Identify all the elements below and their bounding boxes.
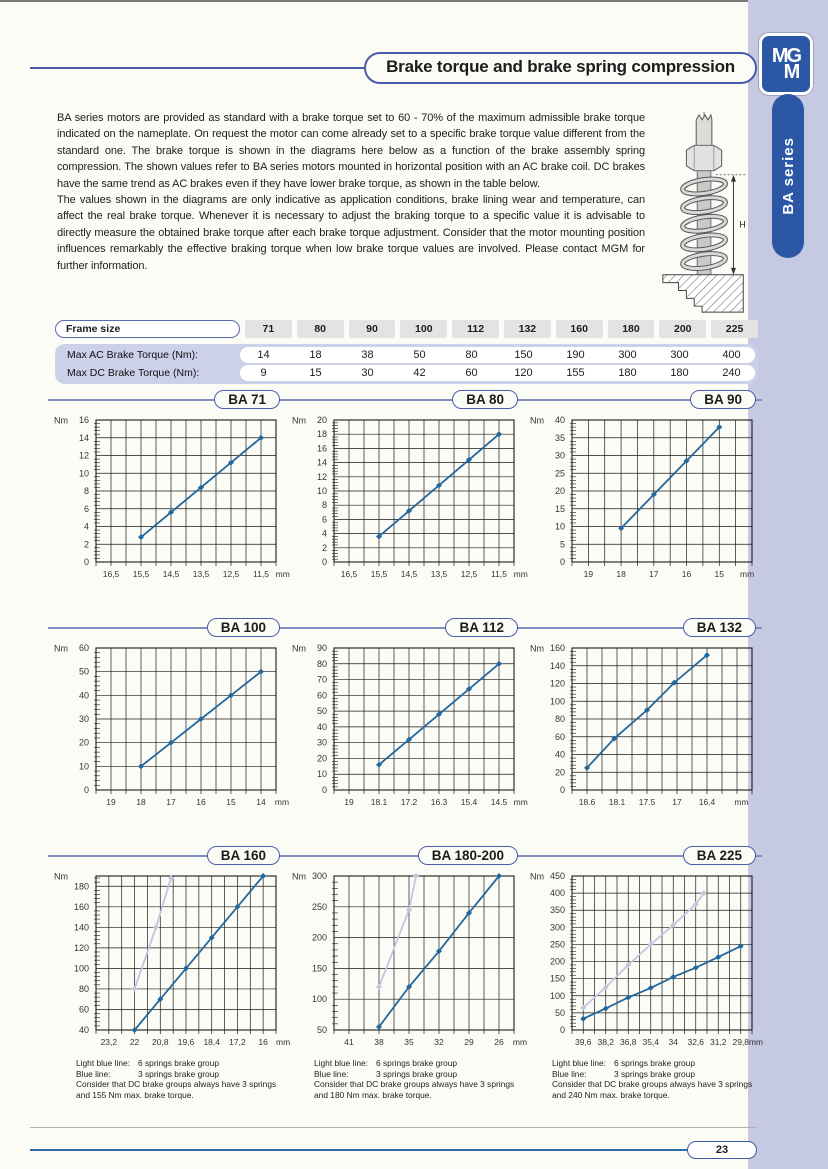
svg-text:17.2: 17.2 xyxy=(400,797,418,807)
table-value-cell: 42 xyxy=(413,367,426,379)
svg-text:35: 35 xyxy=(404,1037,414,1047)
series-6-springs-brake-group xyxy=(132,875,174,992)
intro-paragraph-2: The values shown in the diagrams are only indicative as application conditions, brake lining wear and temperature, can affect the real brake torque. Whenever it is necessary to adjust the braking torque to a specific value it is advisable to directly measure the obtained brake torque after each brake torque adjustment. Consider that the motor mounting position influences remarkably the effective braking torque when low brake torque values are involved. Please contact MGM for further information. xyxy=(57,194,645,272)
chart-title: BA 225 xyxy=(683,846,756,865)
svg-text:50: 50 xyxy=(554,1007,565,1018)
ba-series-label: BA series xyxy=(779,137,797,215)
svg-text:mm: mm xyxy=(513,569,528,579)
svg-text:100: 100 xyxy=(311,994,327,1005)
table-row-label: Max DC Brake Torque (Nm): xyxy=(67,367,200,379)
chart-header xyxy=(286,846,524,866)
frame-size-cell: 225 xyxy=(711,320,758,338)
svg-text:18: 18 xyxy=(316,429,327,440)
table-row-values xyxy=(240,365,755,381)
svg-text:120: 120 xyxy=(549,678,565,689)
svg-text:18,4: 18,4 xyxy=(203,1037,220,1047)
svg-text:100: 100 xyxy=(549,990,565,1001)
svg-text:40: 40 xyxy=(78,690,89,701)
frame-size-cell: 71 xyxy=(245,320,292,338)
base-plate xyxy=(663,275,743,312)
svg-text:60: 60 xyxy=(78,643,89,653)
frame-size-cell: 90 xyxy=(349,320,396,338)
table-value-cell: 18 xyxy=(309,349,322,361)
svg-text:30: 30 xyxy=(78,714,89,724)
chart-header xyxy=(524,618,762,638)
svg-text:10: 10 xyxy=(316,486,327,496)
svg-text:12: 12 xyxy=(316,471,327,482)
svg-text:0: 0 xyxy=(321,785,327,795)
legend-label: Blue line: xyxy=(314,1068,349,1079)
charts-grid xyxy=(48,390,762,1110)
svg-text:17: 17 xyxy=(166,797,176,807)
svg-text:29,8: 29,8 xyxy=(732,1037,750,1047)
svg-text:140: 140 xyxy=(549,660,565,671)
table-value-cell: 15 xyxy=(309,367,322,379)
chart-BA-90 xyxy=(524,390,762,588)
svg-text:30: 30 xyxy=(316,737,327,748)
chart-BA-112 xyxy=(286,618,528,816)
chart-note: Consider that DC brake groups always have 3 springs and 240 Nm max. brake torque. xyxy=(552,1079,753,1100)
frame-size-cell: 200 xyxy=(659,320,706,338)
svg-text:mm: mm xyxy=(748,1037,764,1047)
legend-entry xyxy=(76,1058,286,1069)
table-value-cell: 180 xyxy=(670,367,689,379)
svg-text:100: 100 xyxy=(73,963,89,974)
svg-text:20: 20 xyxy=(316,753,327,764)
svg-text:15.4: 15.4 xyxy=(460,797,478,807)
svg-text:4: 4 xyxy=(83,521,89,532)
svg-text:19: 19 xyxy=(583,569,594,579)
chart-note: Consider that DC brake groups always have 3 springs and 155 Nm max. brake torque. xyxy=(76,1079,277,1100)
svg-text:250: 250 xyxy=(549,939,565,950)
mgm-logo-row2: M xyxy=(783,61,801,83)
axis-labels xyxy=(54,872,290,1048)
chart-header xyxy=(48,618,286,638)
table-value-cell: 155 xyxy=(566,367,585,379)
svg-text:20: 20 xyxy=(554,486,565,496)
svg-text:20: 20 xyxy=(316,415,327,425)
svg-text:60: 60 xyxy=(78,1004,89,1015)
svg-text:60: 60 xyxy=(554,731,565,742)
svg-text:Nm: Nm xyxy=(530,871,544,882)
chart-header xyxy=(286,390,524,410)
svg-text:50: 50 xyxy=(78,666,89,677)
svg-text:200: 200 xyxy=(549,956,565,967)
svg-text:40: 40 xyxy=(316,721,327,732)
legend-text: 6 springs brake group xyxy=(138,1058,220,1068)
svg-text:16,5: 16,5 xyxy=(340,569,358,579)
grid xyxy=(94,420,276,566)
svg-text:11,5: 11,5 xyxy=(491,569,507,579)
legend-text: 3 springs brake group xyxy=(614,1068,696,1079)
chart-title: BA 71 xyxy=(214,390,280,409)
svg-text:mm: mm xyxy=(734,797,749,807)
table-row-label: Max AC Brake Torque (Nm): xyxy=(67,349,199,361)
page-title: Brake torque and brake spring compression xyxy=(364,52,757,84)
svg-text:14,5: 14,5 xyxy=(162,569,180,579)
chart-BA-71 xyxy=(48,390,290,588)
svg-text:90: 90 xyxy=(316,643,327,653)
svg-text:mm: mm xyxy=(275,1037,291,1047)
legend-label: Light blue line: xyxy=(314,1058,369,1068)
chart-title: BA 80 xyxy=(452,390,518,409)
svg-text:15,5: 15,5 xyxy=(370,569,388,579)
svg-text:350: 350 xyxy=(549,905,565,916)
table-value-cell: 120 xyxy=(514,367,533,379)
svg-text:150: 150 xyxy=(311,963,327,974)
svg-text:15: 15 xyxy=(714,569,725,579)
svg-text:16: 16 xyxy=(316,443,327,454)
svg-text:Nm: Nm xyxy=(54,643,68,654)
svg-text:31,2: 31,2 xyxy=(709,1037,727,1047)
svg-text:17: 17 xyxy=(649,569,659,579)
legend-entry xyxy=(552,1069,762,1080)
axis-labels xyxy=(292,643,528,807)
svg-text:15: 15 xyxy=(554,503,565,514)
svg-text:50: 50 xyxy=(316,1025,327,1035)
table-header-row xyxy=(55,320,758,338)
grid xyxy=(570,876,752,1034)
svg-text:80: 80 xyxy=(316,658,327,669)
svg-text:12: 12 xyxy=(78,450,89,461)
svg-text:23,2: 23,2 xyxy=(100,1037,118,1047)
chart-title: BA 160 xyxy=(207,846,280,865)
chart-canvas-BA-180-200 xyxy=(286,866,526,1058)
svg-text:mm: mm xyxy=(740,569,755,579)
mgm-logo-row1: MG xyxy=(771,44,801,67)
svg-text:16: 16 xyxy=(196,797,206,807)
chart-note: Consider that DC brake groups always have 3 springs and 180 Nm max. brake torque. xyxy=(314,1079,515,1100)
grid xyxy=(332,876,514,1034)
svg-text:0: 0 xyxy=(559,1025,565,1035)
svg-text:41: 41 xyxy=(344,1037,354,1047)
svg-text:38,2: 38,2 xyxy=(597,1037,615,1047)
svg-text:38: 38 xyxy=(374,1037,384,1047)
svg-text:Nm: Nm xyxy=(292,415,306,426)
chart-title: BA 100 xyxy=(207,618,280,637)
frame-size-header: Frame size xyxy=(55,320,240,338)
svg-text:120: 120 xyxy=(73,942,89,953)
frame-size-cell: 132 xyxy=(504,320,551,338)
chart-BA-132 xyxy=(524,618,762,816)
svg-text:160: 160 xyxy=(549,643,565,653)
svg-text:17: 17 xyxy=(672,797,682,807)
svg-text:mm: mm xyxy=(513,797,528,807)
table-value-cell: 400 xyxy=(722,349,741,361)
table-value-cell: 150 xyxy=(514,349,533,361)
threaded-rod xyxy=(696,115,712,146)
svg-text:40: 40 xyxy=(554,749,565,760)
svg-text:13,5: 13,5 xyxy=(430,569,448,579)
grid xyxy=(570,420,752,566)
svg-text:mm: mm xyxy=(274,797,290,807)
legend-text: 6 springs brake group xyxy=(376,1058,458,1068)
svg-text:18.6: 18.6 xyxy=(578,797,596,807)
page-number: 23 xyxy=(687,1141,757,1159)
brake-spring-figure xyxy=(655,110,757,316)
table-value-cell: 9 xyxy=(260,367,267,379)
svg-text:6: 6 xyxy=(321,514,327,525)
svg-text:15: 15 xyxy=(226,797,236,807)
svg-text:19: 19 xyxy=(344,797,354,807)
frame-size-cell: 160 xyxy=(556,320,603,338)
frame-size-cell: 80 xyxy=(297,320,344,338)
chart-BA-100 xyxy=(48,618,290,816)
frame-size-cell: 180 xyxy=(608,320,655,338)
svg-text:39,6: 39,6 xyxy=(574,1037,592,1047)
svg-text:5: 5 xyxy=(559,539,565,550)
svg-text:50: 50 xyxy=(316,706,327,717)
svg-text:14: 14 xyxy=(78,432,89,443)
chart-title: BA 180-200 xyxy=(418,846,518,865)
svg-text:17,2: 17,2 xyxy=(229,1037,246,1047)
grid xyxy=(332,648,514,794)
chart-BA-225 xyxy=(524,846,762,1100)
legend-entry xyxy=(76,1069,286,1080)
svg-text:80: 80 xyxy=(554,714,565,724)
svg-text:200: 200 xyxy=(311,932,327,943)
grid xyxy=(94,648,276,794)
svg-text:16.3: 16.3 xyxy=(430,797,448,807)
svg-text:25: 25 xyxy=(554,468,565,479)
table-value-cell: 240 xyxy=(722,367,741,379)
legend-label: Light blue line: xyxy=(76,1058,131,1068)
bolt-shaft xyxy=(697,171,711,276)
table-value-cell: 50 xyxy=(413,349,426,361)
svg-text:0: 0 xyxy=(559,557,565,567)
chart-title: BA 90 xyxy=(690,390,756,409)
svg-text:19: 19 xyxy=(106,797,116,807)
svg-text:30: 30 xyxy=(554,450,565,461)
chart-canvas-BA-100 xyxy=(48,638,288,816)
table-value-cell: 80 xyxy=(465,349,478,361)
chart-BA-80 xyxy=(286,390,528,588)
chart-header xyxy=(48,846,286,866)
svg-text:12,5: 12,5 xyxy=(222,569,240,579)
svg-text:10: 10 xyxy=(78,468,89,479)
svg-text:40: 40 xyxy=(78,1025,89,1035)
table-value-cell: 300 xyxy=(618,349,637,361)
svg-text:100: 100 xyxy=(549,696,565,707)
legend-text: 6 springs brake group xyxy=(614,1058,696,1068)
legend-entry xyxy=(552,1058,762,1069)
table-value-cell: 14 xyxy=(257,349,270,361)
svg-text:18: 18 xyxy=(136,797,146,807)
svg-text:6: 6 xyxy=(83,503,89,514)
chart-header xyxy=(286,618,524,638)
intro-text xyxy=(57,110,757,320)
axis-labels xyxy=(54,415,290,579)
svg-text:Nm: Nm xyxy=(54,415,68,426)
grid xyxy=(570,648,752,794)
svg-text:0: 0 xyxy=(559,785,565,795)
svg-text:35: 35 xyxy=(554,432,565,443)
svg-text:mm: mm xyxy=(275,569,290,579)
legend-text: 3 springs brake group xyxy=(138,1068,220,1079)
svg-text:32: 32 xyxy=(434,1037,444,1047)
axis-labels xyxy=(54,643,289,807)
svg-text:8: 8 xyxy=(321,500,327,511)
grid xyxy=(94,876,276,1034)
svg-text:160: 160 xyxy=(73,901,89,912)
chart-header xyxy=(524,390,762,410)
svg-text:2: 2 xyxy=(83,539,89,550)
svg-text:8: 8 xyxy=(83,486,89,496)
svg-text:26: 26 xyxy=(494,1037,504,1047)
svg-text:2: 2 xyxy=(321,542,327,553)
svg-text:18: 18 xyxy=(616,569,626,579)
svg-text:14.5: 14.5 xyxy=(490,797,508,807)
svg-text:16.4: 16.4 xyxy=(698,797,716,807)
page-top-edge xyxy=(0,0,828,2)
svg-text:300: 300 xyxy=(311,871,327,881)
hex-nut xyxy=(686,145,721,171)
chart-header xyxy=(524,846,762,866)
series-6-springs-brake-group xyxy=(376,873,419,990)
legend-label: Blue line: xyxy=(76,1068,111,1079)
axis-labels xyxy=(530,415,754,579)
chart-canvas-BA-80 xyxy=(286,410,526,588)
svg-text:15,5: 15,5 xyxy=(132,569,150,579)
svg-text:14: 14 xyxy=(256,797,266,807)
svg-text:18.1: 18.1 xyxy=(608,797,626,807)
svg-text:32,6: 32,6 xyxy=(687,1037,705,1047)
brake-torque-table xyxy=(55,320,758,384)
chart-header xyxy=(48,390,286,410)
table-value-cell: 60 xyxy=(465,367,478,379)
svg-text:10: 10 xyxy=(78,761,89,772)
frame-size-cell: 100 xyxy=(400,320,447,338)
svg-text:4: 4 xyxy=(321,528,327,539)
table-value-cell: 30 xyxy=(361,367,374,379)
footer-blue-rule xyxy=(30,1149,757,1151)
svg-text:450: 450 xyxy=(549,871,565,881)
legend-label: Blue line: xyxy=(552,1068,587,1079)
svg-text:17.5: 17.5 xyxy=(638,797,656,807)
svg-text:0: 0 xyxy=(83,557,89,567)
chart-canvas-BA-132 xyxy=(524,638,764,816)
svg-text:40: 40 xyxy=(554,415,565,425)
svg-text:Nm: Nm xyxy=(530,415,544,426)
svg-text:16: 16 xyxy=(78,415,89,425)
legend-entry xyxy=(314,1069,524,1080)
svg-text:10: 10 xyxy=(316,769,327,780)
svg-text:20,8: 20,8 xyxy=(152,1037,169,1047)
svg-text:20: 20 xyxy=(554,767,565,778)
svg-text:70: 70 xyxy=(316,674,327,685)
ba-series-tab xyxy=(772,94,804,258)
svg-text:0: 0 xyxy=(321,557,327,567)
svg-text:35,4: 35,4 xyxy=(642,1037,660,1047)
svg-text:60: 60 xyxy=(316,690,327,701)
axis-labels xyxy=(530,643,749,807)
svg-text:14: 14 xyxy=(316,457,327,468)
svg-text:14,5: 14,5 xyxy=(400,569,418,579)
svg-text:180: 180 xyxy=(73,881,89,892)
frame-size-columns xyxy=(245,320,758,338)
svg-text:22: 22 xyxy=(129,1037,140,1047)
table-value-cell: 38 xyxy=(361,349,374,361)
svg-text:36,8: 36,8 xyxy=(619,1037,637,1047)
chart-canvas-BA-160 xyxy=(48,866,291,1058)
intro-paragraph-1: BA series motors are provided as standard with a brake torque set to 60 - 70% of the maximum admissible brake torque indicated on the nameplate. On request the motor can come already set to a specific brake torque value different from the standard one. The brake torque is shown in the diagrams here below as a function of the brake assembly spring compression. The shown values refer to BA series motors mounted in horizontal position with an AC brake coil. DC brakes have the same trend as AC brakes even if they have lower brake torque, as shown in the table below. xyxy=(57,112,645,190)
svg-text:11,5: 11,5 xyxy=(253,569,269,579)
svg-text:10: 10 xyxy=(554,521,565,532)
table-row xyxy=(58,365,755,381)
svg-text:150: 150 xyxy=(549,973,565,984)
svg-text:Nm: Nm xyxy=(292,643,306,654)
chart-canvas-BA-112 xyxy=(286,638,526,816)
svg-text:12,5: 12,5 xyxy=(460,569,478,579)
svg-text:18.1: 18.1 xyxy=(370,797,388,807)
svg-text:Nm: Nm xyxy=(530,643,544,654)
svg-text:0: 0 xyxy=(83,785,89,795)
svg-text:300: 300 xyxy=(549,922,565,933)
svg-text:140: 140 xyxy=(73,922,89,933)
svg-text:34: 34 xyxy=(668,1037,678,1047)
svg-text:13,5: 13,5 xyxy=(192,569,210,579)
svg-text:16,5: 16,5 xyxy=(102,569,120,579)
svg-text:mm: mm xyxy=(512,1037,528,1047)
table-row-values xyxy=(240,347,755,363)
legend-text: 3 springs brake group xyxy=(376,1068,458,1079)
svg-text:16: 16 xyxy=(681,569,692,579)
mgm-logo xyxy=(759,33,813,95)
svg-text:80: 80 xyxy=(78,983,89,994)
chart-BA-180-200 xyxy=(286,846,528,1100)
table-value-cell: 180 xyxy=(618,367,637,379)
chart-canvas-BA-71 xyxy=(48,410,288,588)
table-value-cell: 300 xyxy=(670,349,689,361)
legend-label: Light blue line: xyxy=(552,1058,607,1068)
chart-BA-160 xyxy=(48,846,291,1100)
svg-text:250: 250 xyxy=(311,901,327,912)
svg-text:16: 16 xyxy=(258,1037,268,1047)
svg-text:Nm: Nm xyxy=(292,871,306,882)
chart-canvas-BA-225 xyxy=(524,866,764,1058)
table-body xyxy=(55,344,758,384)
chart-title: BA 132 xyxy=(683,618,756,637)
svg-text:Nm: Nm xyxy=(54,871,68,882)
table-value-cell: 190 xyxy=(566,349,585,361)
svg-text:29: 29 xyxy=(464,1037,474,1047)
h-dimension-label: H xyxy=(739,219,746,230)
chart-title: BA 112 xyxy=(445,618,518,637)
legend-entry xyxy=(314,1058,524,1069)
axis-labels xyxy=(530,871,763,1047)
table-row xyxy=(58,347,755,363)
chart-canvas-BA-90 xyxy=(524,410,764,588)
svg-text:19,6: 19,6 xyxy=(177,1037,195,1047)
grid xyxy=(332,420,514,566)
svg-text:20: 20 xyxy=(78,737,89,748)
footer-gray-rule xyxy=(30,1127,757,1128)
frame-size-cell: 112 xyxy=(452,320,499,338)
axis-labels xyxy=(292,871,527,1047)
svg-text:400: 400 xyxy=(549,888,565,899)
series-6-springs-brake-group xyxy=(580,890,707,1011)
